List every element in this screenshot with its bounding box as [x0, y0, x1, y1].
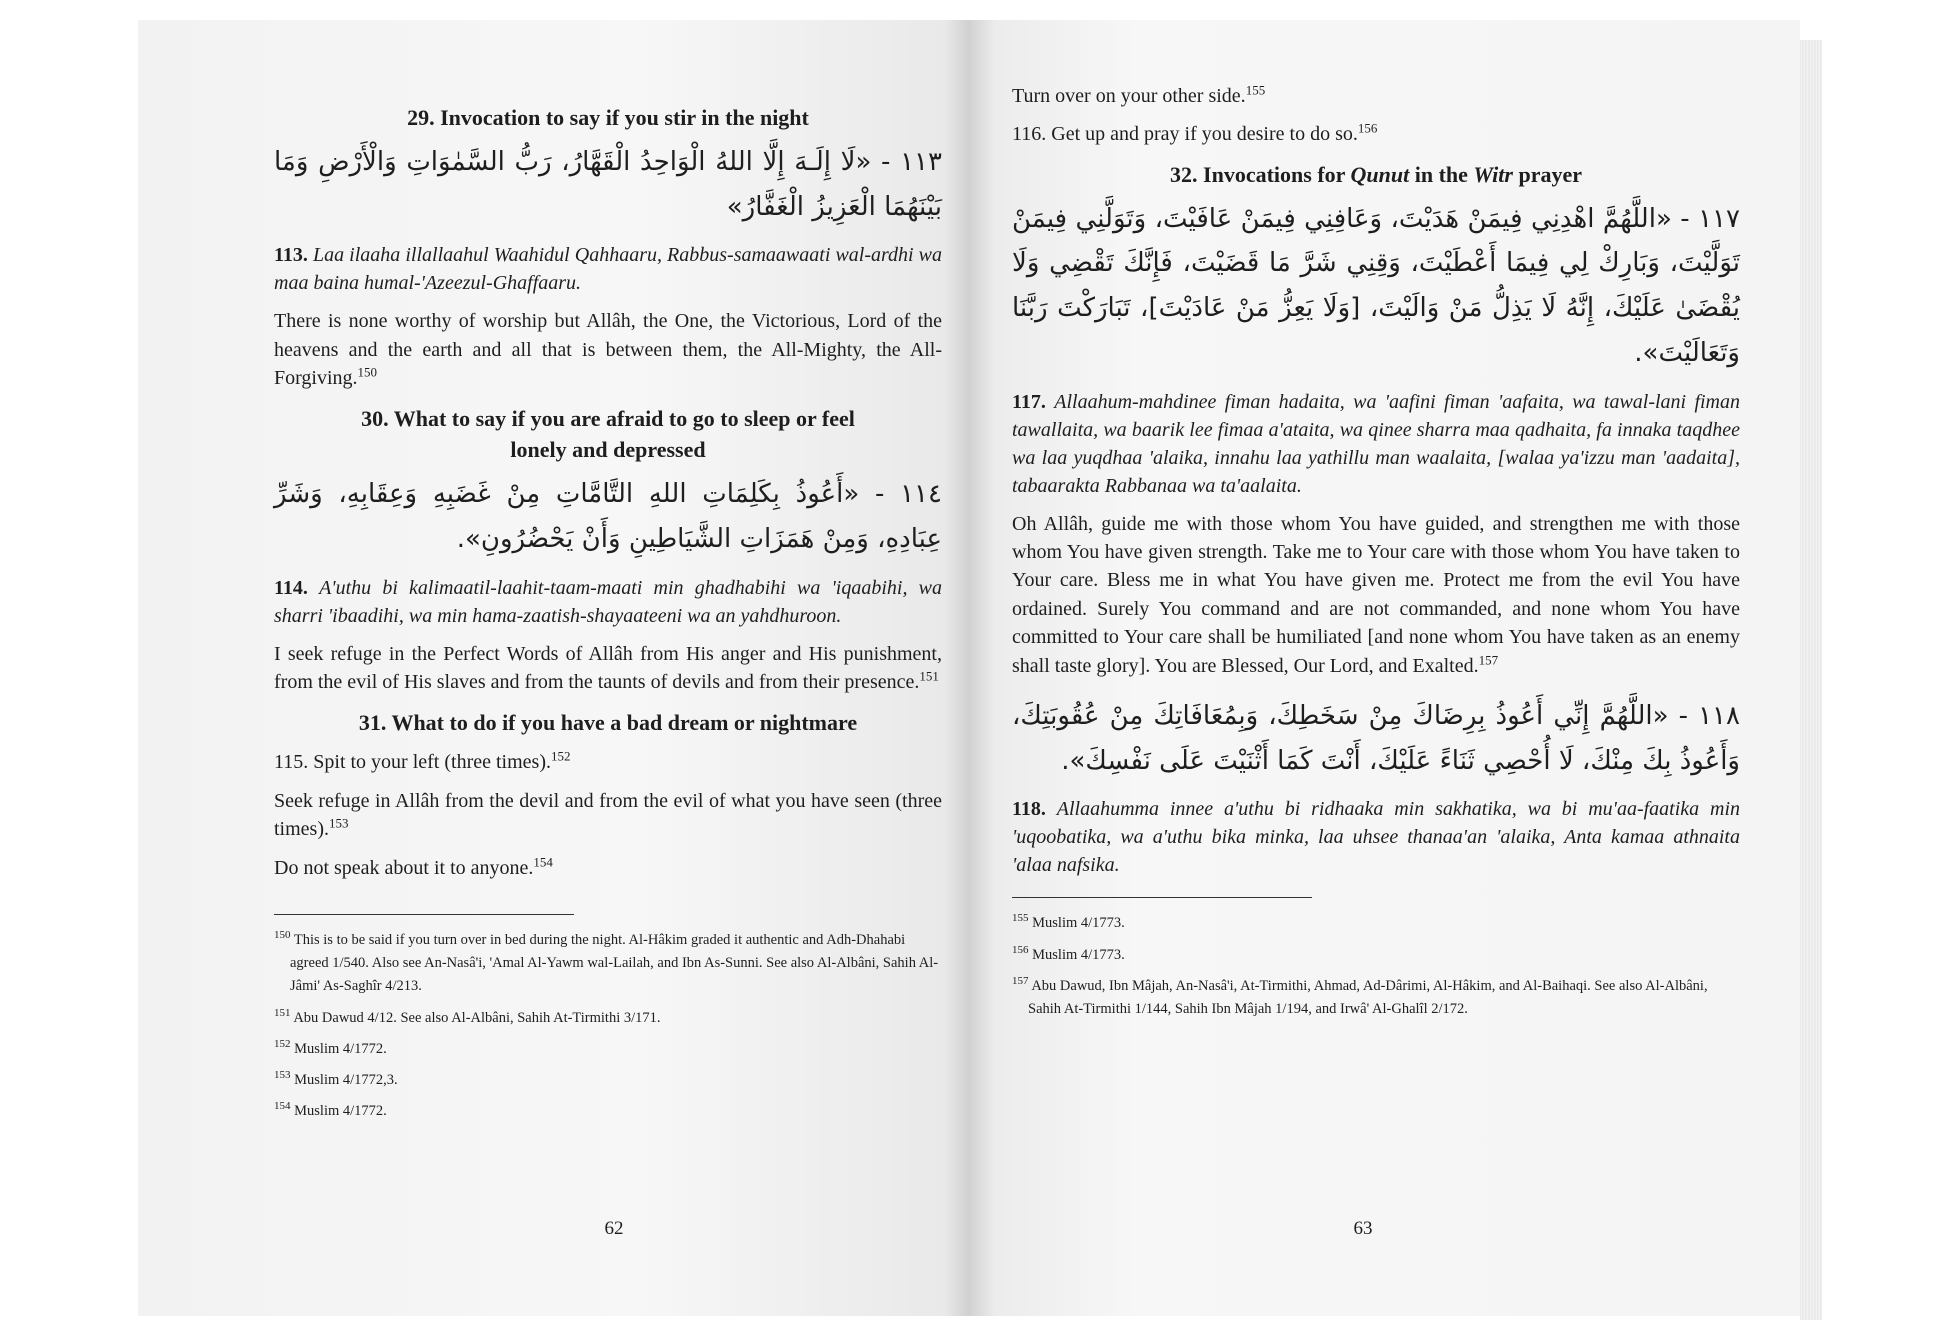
page-edges	[1800, 40, 1822, 1320]
open-book	[138, 20, 1818, 1316]
transliteration-text: Allaahum-mahdinee fiman hadaita, wa 'aafini fiman 'aafaita, wa tawal-lani fiman tawallaita, wa baarik lee fimaa a'ataita, wa qinee sharra maa qadhaita, fa innaka taqdhee wa laa yuqdhaa 'alaika, innahu laa yathillu man waalaita, [walaa ya'izzu man 'aadaita], tabaarakta Rabbanaa wa ta'aalaita.	[1012, 390, 1741, 497]
footnote-number: 151	[274, 1006, 291, 1019]
footnote-ref: 156	[1357, 120, 1378, 136]
footnote-text: This is to be said if you turn over in bed during the night. Al-Hâkim graded it authentic and Adh-Dhahabi agreed 1/540. Also see An-Nasâ'i, 'Amal Al-Yawm wal-Lailah, and Ibn As-Sunni. See also Al-Albâni, Sahih Al-Jâmi' As-Saghîr 4/213.	[290, 931, 939, 995]
transliteration-118	[1012, 795, 1740, 879]
footnote-text: Muslim 4/1773.	[1032, 915, 1125, 932]
translation-text: Oh Allâh, guide me with those whom You have guided, and strengthen me with those whom You have given strength. Take me to Your care with those whom You have taken to Your care. Bless me in what You have given me. Protect me from the evil You have ordained. Surely You command and are not commanded, and none whom You have committed to Your care shall be humiliated [and none whom You have taken as an enemy shall taste glory]. You are Blessed, Our Lord, and Exalted.	[1012, 512, 1740, 677]
page-number: 63	[1353, 1218, 1373, 1239]
item-number: 113.	[274, 244, 308, 267]
footnote-number: 154	[274, 1100, 291, 1113]
item-text: Turn over on your other side.	[1012, 85, 1246, 107]
item-number: 117.	[1012, 390, 1046, 413]
heading-part: 32. Invocations for	[1170, 161, 1351, 187]
item-116	[1012, 120, 1740, 148]
heading-30	[274, 403, 942, 467]
footnote-divider	[274, 914, 574, 915]
footnote-number: 157	[1012, 974, 1029, 987]
heading-italic: Witr	[1473, 161, 1513, 187]
heading-line: 30. What to say if you are afraid to go to sleep or feel	[361, 405, 855, 431]
transliteration-text: Laa ilaaha illallaahul Waahidul Qahhaaru, Rabbus-samaawaati wal-ardhi wa maa baina humal-'Azeezul-Ghaffaaru.	[274, 244, 943, 295]
item-text: Do not speak about it to anyone.	[274, 856, 534, 879]
heading-part: in the	[1409, 161, 1474, 187]
translation-text: I seek refuge in the Perfect Words of Allâh from His anger and His punishment, from the evil of His slaves and from the taunts of devils and from their presence.	[274, 642, 942, 694]
item-115	[274, 748, 942, 776]
footnote	[274, 1007, 942, 1030]
item-text: Seek refuge in Allâh from the devil and from the evil of what you have seen (three times).	[274, 789, 942, 841]
heading-line: lonely and depressed	[510, 437, 706, 463]
arabic-dua-114: ١١٤ - «أَعُوذُ بِكَلِمَاتِ اللهِ التَّامَّاتِ مِنْ غَضَبِهِ وَعِقَابِهِ، وَشَرِّ عِبَادِهِ، وَمِنْ هَمَزَاتِ الشَّيَاطِينِ وَأَنْ يَحْضُرُونِ».	[274, 479, 942, 554]
footnote-number: 156	[1012, 943, 1029, 956]
translation-text: There is none worthy of worship but Allâh, the One, the Victorious, Lord of the heavens and the earth and all that is between them, the All-Mighty, the All-Forgiving.	[274, 310, 942, 390]
heading-32	[1012, 159, 1740, 191]
transliteration-117	[1012, 388, 1740, 500]
heading-31: 31. What to do if you have a bad dream or nightmare	[358, 709, 858, 735]
translation-117	[1012, 510, 1740, 680]
footnote-ref: 153	[329, 815, 349, 831]
footnote-number: 155	[1012, 912, 1029, 925]
left-page	[138, 20, 970, 1316]
right-page	[970, 20, 1800, 1316]
footnote-number: 150	[274, 929, 291, 942]
footnote	[274, 1038, 942, 1061]
heading-italic: Qunut	[1350, 161, 1410, 187]
arabic-dua-113: ١١٣ - «لَا إِلَـهَ إِلَّا اللهُ الْوَاحِدُ الْقَهَّارُ، رَبُّ السَّمٰوَاتِ وَالْأَرْضِ وَمَا بَيْنَهُمَا الْعَزِيزُ الْغَفَّارُ»	[274, 146, 942, 222]
footnote-ref: 150	[357, 364, 378, 380]
heading-part: prayer	[1512, 161, 1582, 187]
translation-113	[274, 307, 942, 392]
page-number: 62	[604, 1218, 624, 1239]
arabic-dua-118: ١١٨ - «اللَّهُمَّ إِنِّي أَعُوذُ بِرِضَاكَ مِنْ سَخَطِكَ، وَبِمُعَافَاتِكَ مِنْ عُقُوبَتِكَ، وَأَعُوذُ بِكَ مِنْكَ، لَا أُحْصِي ثَنَاءً عَلَيْكَ، أَنْتَ كَمَا أَثْنَيْتَ عَلَى نَفْسِكَ».	[1012, 700, 1740, 776]
footnote-ref: 152	[550, 748, 571, 764]
footnote-ref: 157	[1478, 651, 1499, 667]
item-text: 115. Spit to your left (three times).	[274, 751, 551, 774]
turn-over-text	[1012, 82, 1740, 110]
footnote-text: Muslim 4/1773.	[1032, 946, 1125, 963]
footnote	[274, 1069, 942, 1092]
transliteration-text: Allaahumma innee a'uthu bi ridhaaka min sakhatika, wa bi mu'aa-faatika min 'uqoobatika, wa a'uthu bika minka, laa uhsee thanaa'an 'alaika, Anta kamaa athnaita 'alaa nafsika.	[1012, 798, 1741, 877]
footnote-text: Abu Dawud 4/12. See also Al-Albâni, Sahih At-Tirmithi 3/171.	[293, 1009, 661, 1026]
footnote-text: Muslim 4/1772,3.	[294, 1071, 398, 1088]
footnote-ref: 155	[1245, 82, 1266, 98]
footnote-text: Abu Dawud, Ibn Mâjah, An-Nasâ'i, At-Tirmithi, Ahmad, Ad-Dârimi, Al-Hâkim, and Al-Baihaqi. See also Al-Albâni, Sahih At-Tirmithi 1/144, Sahih Ibn Mâjah 1/194, and Irwâ' Al-Ghalîl 2/172.	[1028, 977, 1708, 1017]
do-not-speak-text	[274, 854, 942, 882]
footnote-ref: 154	[533, 853, 553, 869]
heading-29: 29. Invocation to say if you stir in the night	[407, 105, 809, 130]
footnote	[1012, 975, 1740, 1021]
arabic-dua-117: ١١٧ - «اللَّهُمَّ اهْدِنِي فِيمَنْ هَدَيْتَ، وَعَافِنِي فِيمَنْ عَافَيْتَ، وَتَوَلَّنِي فِيمَنْ تَوَلَّيْتَ، وَبَارِكْ لِي فِيمَا أَعْطَيْتَ، وَقِنِي شَرَّ مَا قَضَيْتَ، فَإِنَّكَ تَقْضِي وَلَا يُقْضَىٰ عَلَيْكَ، إِنَّهُ لَا يَذِلُّ مَنْ وَالَيْتَ، [وَلَا يَعِزُّ مَنْ عَادَيْتَ]، تَبَارَكْتَ رَبَّنَا وَتَعَالَيْتَ».	[1012, 203, 1740, 368]
transliteration-113	[274, 241, 942, 297]
transliteration-114	[274, 574, 942, 630]
footnote	[1012, 912, 1740, 935]
footnote-divider	[1012, 897, 1312, 898]
footnote-ref: 151	[919, 668, 939, 684]
footnote-text: Muslim 4/1772.	[294, 1103, 387, 1120]
footnote-text: Muslim 4/1772.	[294, 1040, 387, 1057]
footnote	[274, 1100, 942, 1123]
footnote-number: 152	[274, 1037, 291, 1050]
footnote	[1012, 944, 1740, 967]
footnote	[274, 929, 942, 999]
transliteration-text: A'uthu bi kalimaatil-laahit-taam-maati min ghadhabihi wa 'iqaabihi, wa sharri 'ibaadihi, wa min hama-zaatish-shayaateeni wa an yahdhuroon.	[274, 576, 942, 627]
footnote-number: 153	[274, 1069, 291, 1082]
item-number: 118.	[1012, 798, 1046, 821]
item-number: 114.	[274, 576, 308, 599]
translation-114	[274, 640, 942, 697]
seek-refuge-text	[274, 787, 942, 844]
item-text: 116. Get up and pray if you desire to do so.	[1012, 123, 1358, 146]
